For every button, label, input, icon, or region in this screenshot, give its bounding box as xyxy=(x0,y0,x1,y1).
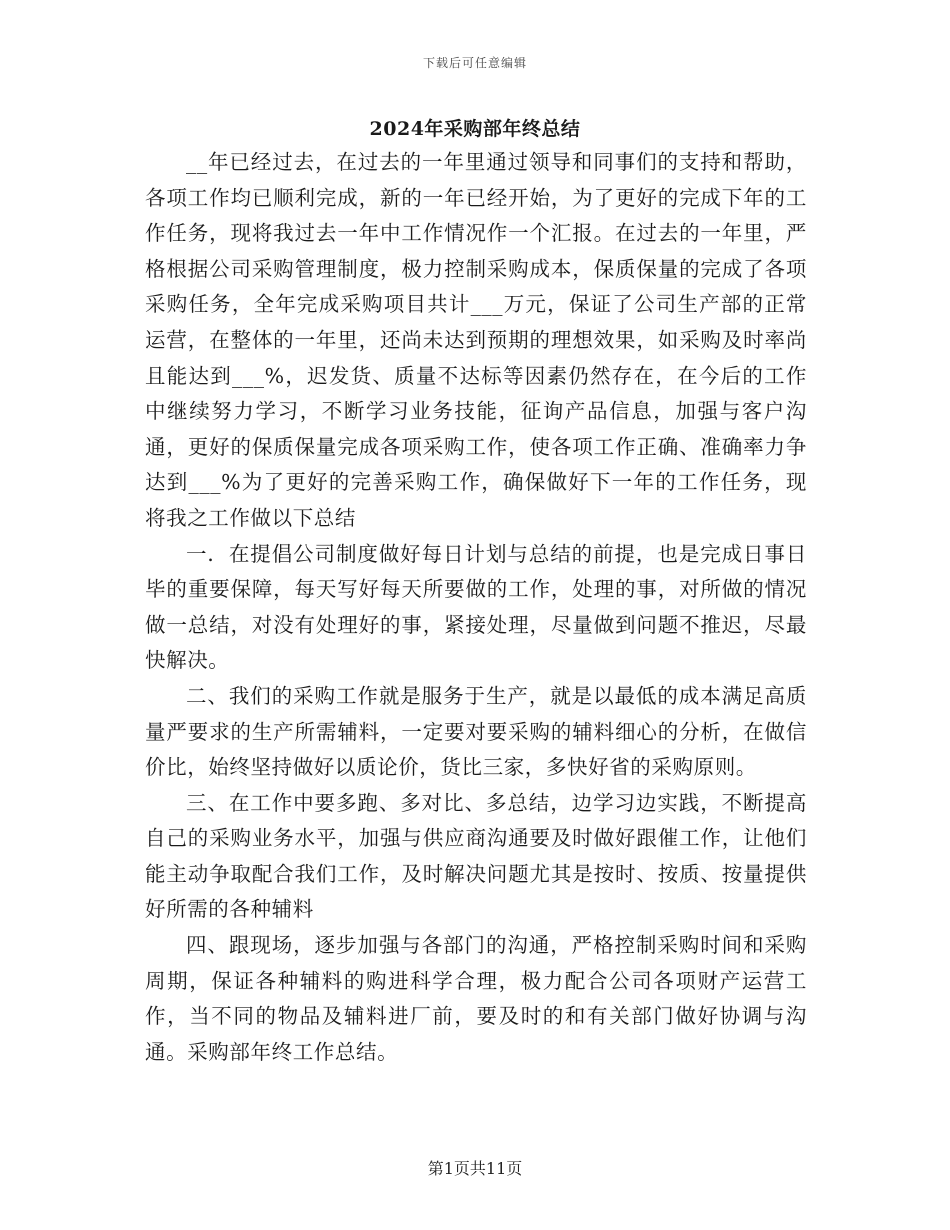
paragraph-point-3: 三、在工作中要多跑、多对比、多总结，边学习边实践，不断提高自己的采购业务水平，加强与供应商沟通要及时做好跟催工作，让他们能主动争取配合我们工作，及时解决问题尤其是按时、按质、按量提供好所需的各种辅料 xyxy=(145,790,807,922)
header-note: 下载后可任意编辑 xyxy=(422,56,527,70)
page-footer: 第1页共11页 xyxy=(427,1159,523,1178)
page-title: 2024年采购部年终总结 xyxy=(369,118,581,140)
document-body xyxy=(145,145,807,1070)
paragraph-intro: __年已经过去，在过去的一年里通过领导和同事们的支持和帮助，各项工作均已顺利完成，新的一年已经开始，为了更好的完成下年的工作任务，现将我过去一年中工作情况作一个汇报。在过去的一年里，严格根据公司采购管理制度，极力控制采购成本，保质保量的完成了各项采购任务，全年完成采购项目共计___万元，保证了公司生产部的正常运营，在整体的一年里，还尚未达到预期的理想效果，如采购及时率尚且能达到___%，迟发货、质量不达标等因素仍然存在，在今后的工作中继续努力学习，不断学习业务技能，征询产品信息，加强与客户沟通，更好的保质保量完成各项采购工作，使各项工作正确、准确率力争达到___%为了更好的完善采购工作，确保做好下一年的工作任务，现将我之工作做以下总结 xyxy=(145,150,807,530)
paragraph-point-2: 二、我们的采购工作就是服务于生产，就是以最低的成本满足高质量严要求的生产所需辅料，一定要对要采购的辅料细心的分析，在做信价比，始终坚持做好以质论价，货比三家，多快好省的采购原则。 xyxy=(145,683,807,780)
paragraph-point-4: 四、跟现场，逐步加强与各部门的沟通，严格控制采购时间和采购周期，保证各种辅料的购进科学合理，极力配合公司各项财产运营工作，当不同的物品及辅料进厂前，要及时的和有关部门做好协调与沟通。采购部年终工作总结。 xyxy=(145,933,807,1064)
paragraph-point-1: 一．在提倡公司制度做好每日计划与总结的前提，也是完成日事日毕的重要保障，每天写好每天所要做的工作，处理的事，对所做的情况做一总结，对没有处理好的事，紧接处理，尽量做到问题不推迟，尽最快解决。 xyxy=(145,541,807,673)
